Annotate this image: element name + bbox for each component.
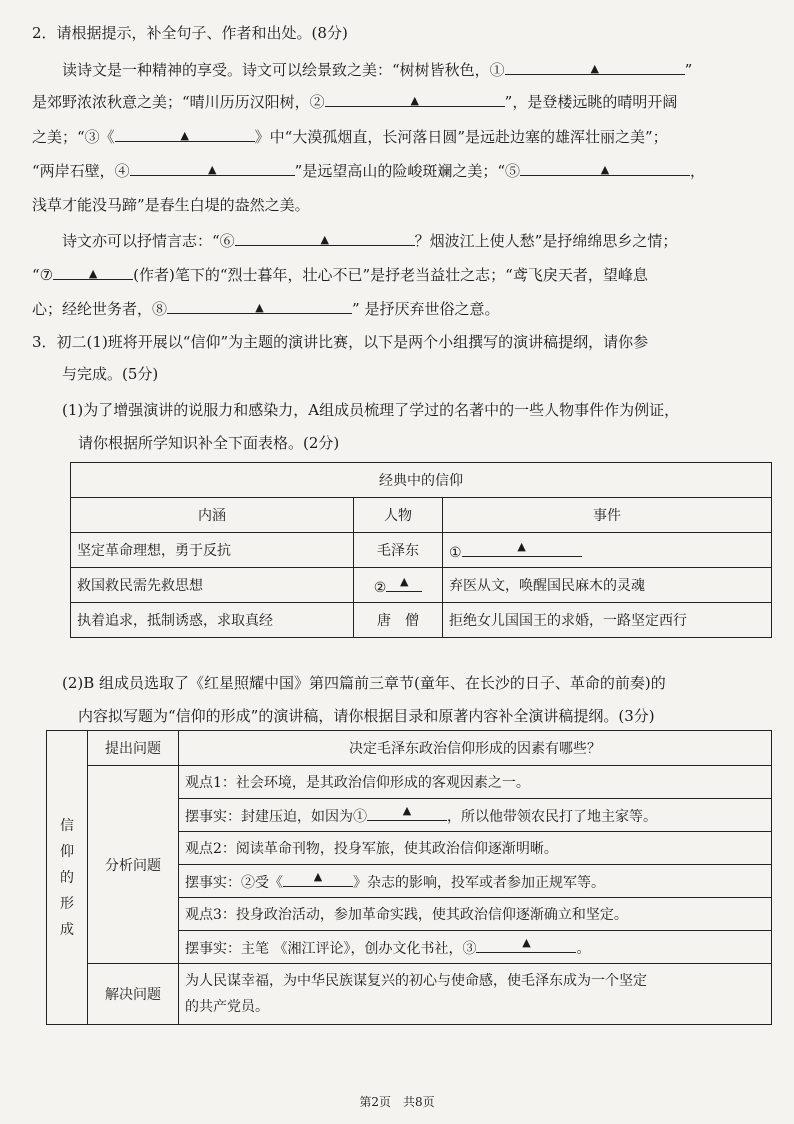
table-header-meaning: 内涵: [71, 498, 354, 533]
blank-5[interactable]: [520, 159, 690, 176]
raise-question-label: 提出问题: [88, 731, 179, 766]
viewpoint-2: 观点2：阅读革命刊物，投身军旅，使其政治信仰逐渐明晰。: [179, 832, 772, 865]
q2-line8: 心；经纶世务者，⑧ ▲ ” 是抒厌弃世俗之意。: [32, 297, 499, 320]
fact-1: 摆事实：封建压迫，如因为① ▲ ，所以他带领农民打了地主家等。: [179, 799, 772, 832]
faith-formation-outline-table: [46, 730, 772, 1025]
blank-mark-icon: ▲: [400, 574, 409, 588]
q3-part2-line1: (2)B 组成员选取了《红星照耀中国》第四篇前三章节(童年、在长沙的日子、革命的前奏)的: [62, 674, 666, 692]
table-row: 救国救民需先救思想 ② ▲ 弃医从文，唤醒国民麻木的灵魂: [71, 568, 772, 603]
analyze-question-label: 分析问题: [88, 766, 179, 964]
blank-4[interactable]: [130, 159, 295, 176]
outline-blank-3[interactable]: [476, 936, 576, 953]
q2-line4: “两岸石壁，④ ▲ ”是远望高山的险峻斑斓之美；“⑤ ▲ ，: [32, 159, 705, 182]
fact-2: 摆事实：②受《 ▲ 》杂志的影响，投军或者参加正规军等。: [179, 865, 772, 898]
blank-7[interactable]: [53, 263, 133, 280]
q2-title: 2．请根据提示，补全句子、作者和出处。(8分): [32, 24, 348, 42]
q2-line5: 浅草才能没马蹄”是春生白堤的盎然之美。: [32, 196, 310, 214]
blank-3[interactable]: [115, 125, 255, 142]
table-blank-1[interactable]: [462, 540, 582, 557]
blank-mark-icon: ▲: [88, 267, 98, 280]
page-footer: 第2页 共8页: [359, 1095, 435, 1109]
raise-question-text: 决定毛泽东政治信仰形成的因素有哪些？: [179, 731, 772, 766]
blank-mark-icon: ▲: [402, 804, 412, 817]
blank-mark-icon: ▲: [320, 233, 329, 246]
q3-part1-line1: (1)为了增强演讲的说服力和感染力，A组成员梳理了学过的名著中的一些人物事件作为例证，: [62, 401, 680, 419]
side-label: 信 仰 的 形 成: [47, 731, 88, 1025]
blank-2[interactable]: [325, 90, 505, 107]
blank-mark-icon: ▲: [313, 870, 323, 883]
q2-line6: 诗文亦可以抒情言志：“⑥ ▲ ？烟波江上使人愁”是抒绵绵思乡之情；: [62, 229, 677, 252]
table-row: 坚定革命理想，勇于反抗 毛泽东 ① ▲: [71, 533, 772, 568]
blank-mark-icon: ▲: [517, 539, 526, 553]
table-header-person: 人物: [354, 498, 443, 533]
table-blank-2[interactable]: [386, 575, 422, 592]
blank-mark-icon: ▲: [590, 62, 599, 75]
q2-line7: “⑦ ▲ (作者)笔下的“烈士暮年，壮心不已”是抒老当益壮之志；“鸢飞戾天者，望峰息: [32, 263, 648, 286]
viewpoint-1: 观点1：社会环境，是其政治信仰形成的客观因素之一。: [179, 766, 772, 799]
q2-line2: 是郊野浓浓秋意之美；“晴川历历汉阳树，② ▲ ”，是登楼远眺的晴明开阔: [32, 90, 677, 113]
blank-mark-icon: ▲: [410, 94, 419, 107]
table-caption: 经典中的信仰: [71, 463, 772, 498]
outline-blank-2[interactable]: [283, 870, 353, 887]
q3-title-line1: 3．初二(1)班将开展以“信仰”为主题的演讲比赛，以下是两个小组撰写的演讲稿提纲，请你参: [32, 333, 649, 351]
outline-blank-1[interactable]: [367, 804, 447, 821]
solve-question-text: 为人民谋幸福，为中华民族谋复兴的初心与使命感，使毛泽东成为一个坚定 的共产党员。: [179, 964, 772, 1025]
blank-mark-icon: ▲: [255, 301, 264, 314]
blank-mark-icon: ▲: [180, 129, 189, 142]
fact-3: 摆事实：主笔 《湘江评论》，创办文化书社，③ ▲ 。: [179, 931, 772, 964]
blank-mark-icon: ▲: [522, 936, 531, 949]
blank-8[interactable]: [167, 297, 352, 314]
blank-6[interactable]: [235, 229, 415, 246]
blank-mark-icon: ▲: [600, 163, 610, 176]
q3-part2-line2: 内容拟写题为“信仰的形成”的演讲稿，请你根据目录和原著内容补全演讲稿提纲。(3分): [78, 707, 655, 725]
blank-1[interactable]: [505, 58, 685, 75]
blank-mark-icon: ▲: [207, 163, 217, 176]
q2-line3: 之美；“③《 ▲ 》中“大漠孤烟直，长河落日圆”是远赴边塞的雄浑壮丽之美”；: [32, 125, 668, 148]
classic-faith-table: [70, 462, 772, 638]
viewpoint-3: 观点3：投身政治活动，参加革命实践，使其政治信仰逐渐确立和坚定。: [179, 898, 772, 931]
table-header-event: 事件: [443, 498, 772, 533]
q3-title-line2: 与完成。(5分): [62, 365, 159, 383]
table-row: 执着追求，抵制诱惑，求取真经 唐 僧 拒绝女儿国国王的求婚，一路坚定西行: [71, 603, 772, 638]
q3-part1-line2: 请你根据所学知识补全下面表格。(2分): [78, 434, 340, 452]
q2-line1: 读诗文是一种精神的享受。诗文可以绘景致之美：“树树皆秋色，① ▲ ”: [62, 58, 692, 81]
solve-question-label: 解决问题: [88, 964, 179, 1025]
